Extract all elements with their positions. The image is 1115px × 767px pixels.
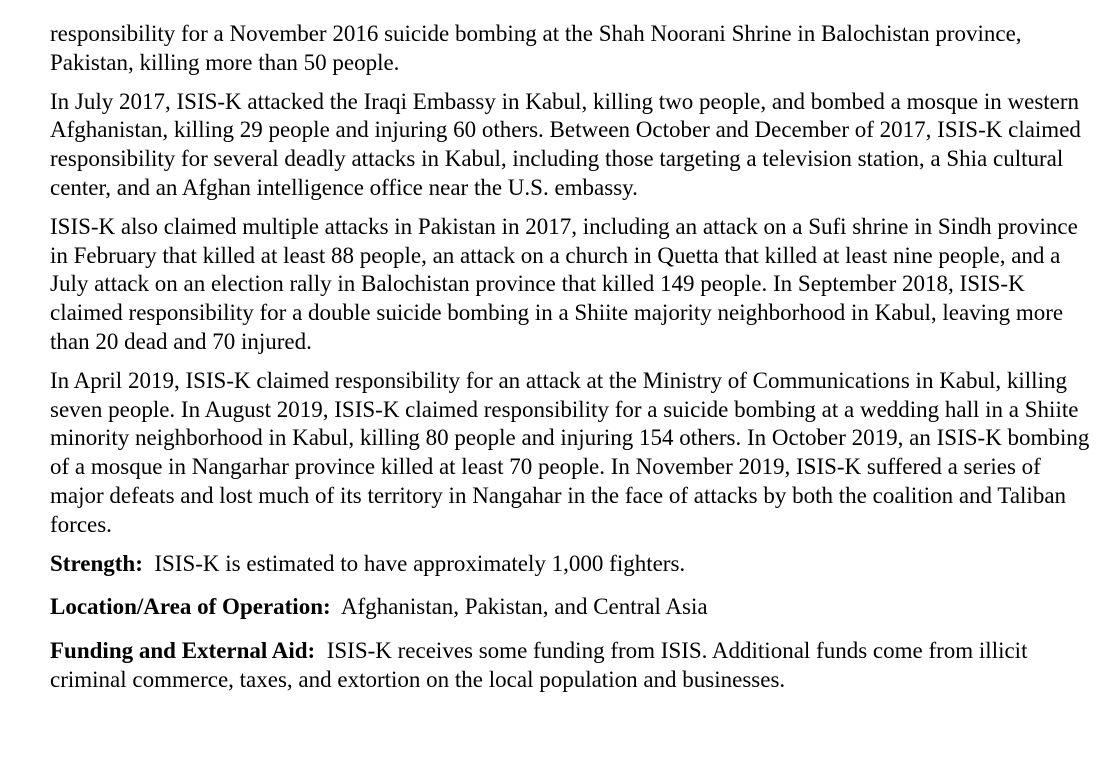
- document-page: [50, 20, 1090, 710]
- paragraph-2017-kabul-attacks: In July 2017, ISIS-K attacked the Iraqi Embassy in Kabul, killing two people, and bombed a mosque in western Afghanistan, killing 29 people and injuring 60 others. Between October and December of 2017, ISIS-K claimed responsibility for several deadly attacks in Kabul, including those targeting a television station, a Shia cultural center, and an Afghan intelligence office near the U.S. embassy.: [50, 88, 1081, 200]
- funding-label: Funding and External Aid:: [50, 638, 316, 664]
- funding-value: ISIS-K receives some funding from ISIS. Additional funds come from illicit criminal commerce, taxes, and extortion on the local population and businesses.: [50, 638, 1028, 692]
- strength-value: ISIS-K is estimated to have approximately 1,000 fighters.: [154, 550, 686, 576]
- location-section: [50, 593, 1090, 622]
- paragraph-shah-noorani: responsibility for a November 2016 suicide bombing at the Shah Noorani Shrine in Balochistan province, Pakistan, killing more than 50 people.: [50, 21, 1022, 75]
- paragraph-2019-attacks: In April 2019, ISIS-K claimed responsibility for an attack at the Ministry of Communications in Kabul, killing seven people. In August 2019, ISIS-K claimed responsibility for a suicide bombing at a wedding hall in a Shiite minority neighborhood in Kabul, killing 80 people and injuring 154 others. In October 2019, an ISIS-K bombing of a mosque in Nangarhar province killed at least 70 people. In November 2019, ISIS-K suffered a series of major defeats and lost much of its territory in Nangahar in the face of attacks by both the coalition and Taliban forces.: [50, 367, 1090, 537]
- strength-section: [50, 550, 1090, 579]
- paragraph-pakistan-attacks: ISIS-K also claimed multiple attacks in Pakistan in 2017, including an attack on a Sufi shrine in Sindh province in February that killed at least 88 people, an attack on a church in Quetta that killed at least nine people, and a July attack on an election rally in Balochistan province that killed 149 people. In September 2018, ISIS-K claimed responsibility for a double suicide bombing in a Shiite majority neighborhood in Kabul, leaving more than 20 dead and 70 injured.: [50, 213, 1078, 354]
- location-label: Location/Area of Operation:: [50, 594, 331, 620]
- funding-section: [50, 637, 1090, 695]
- location-value: Afghanistan, Pakistan, and Central Asia: [340, 594, 708, 620]
- strength-label: Strength:: [50, 550, 143, 576]
